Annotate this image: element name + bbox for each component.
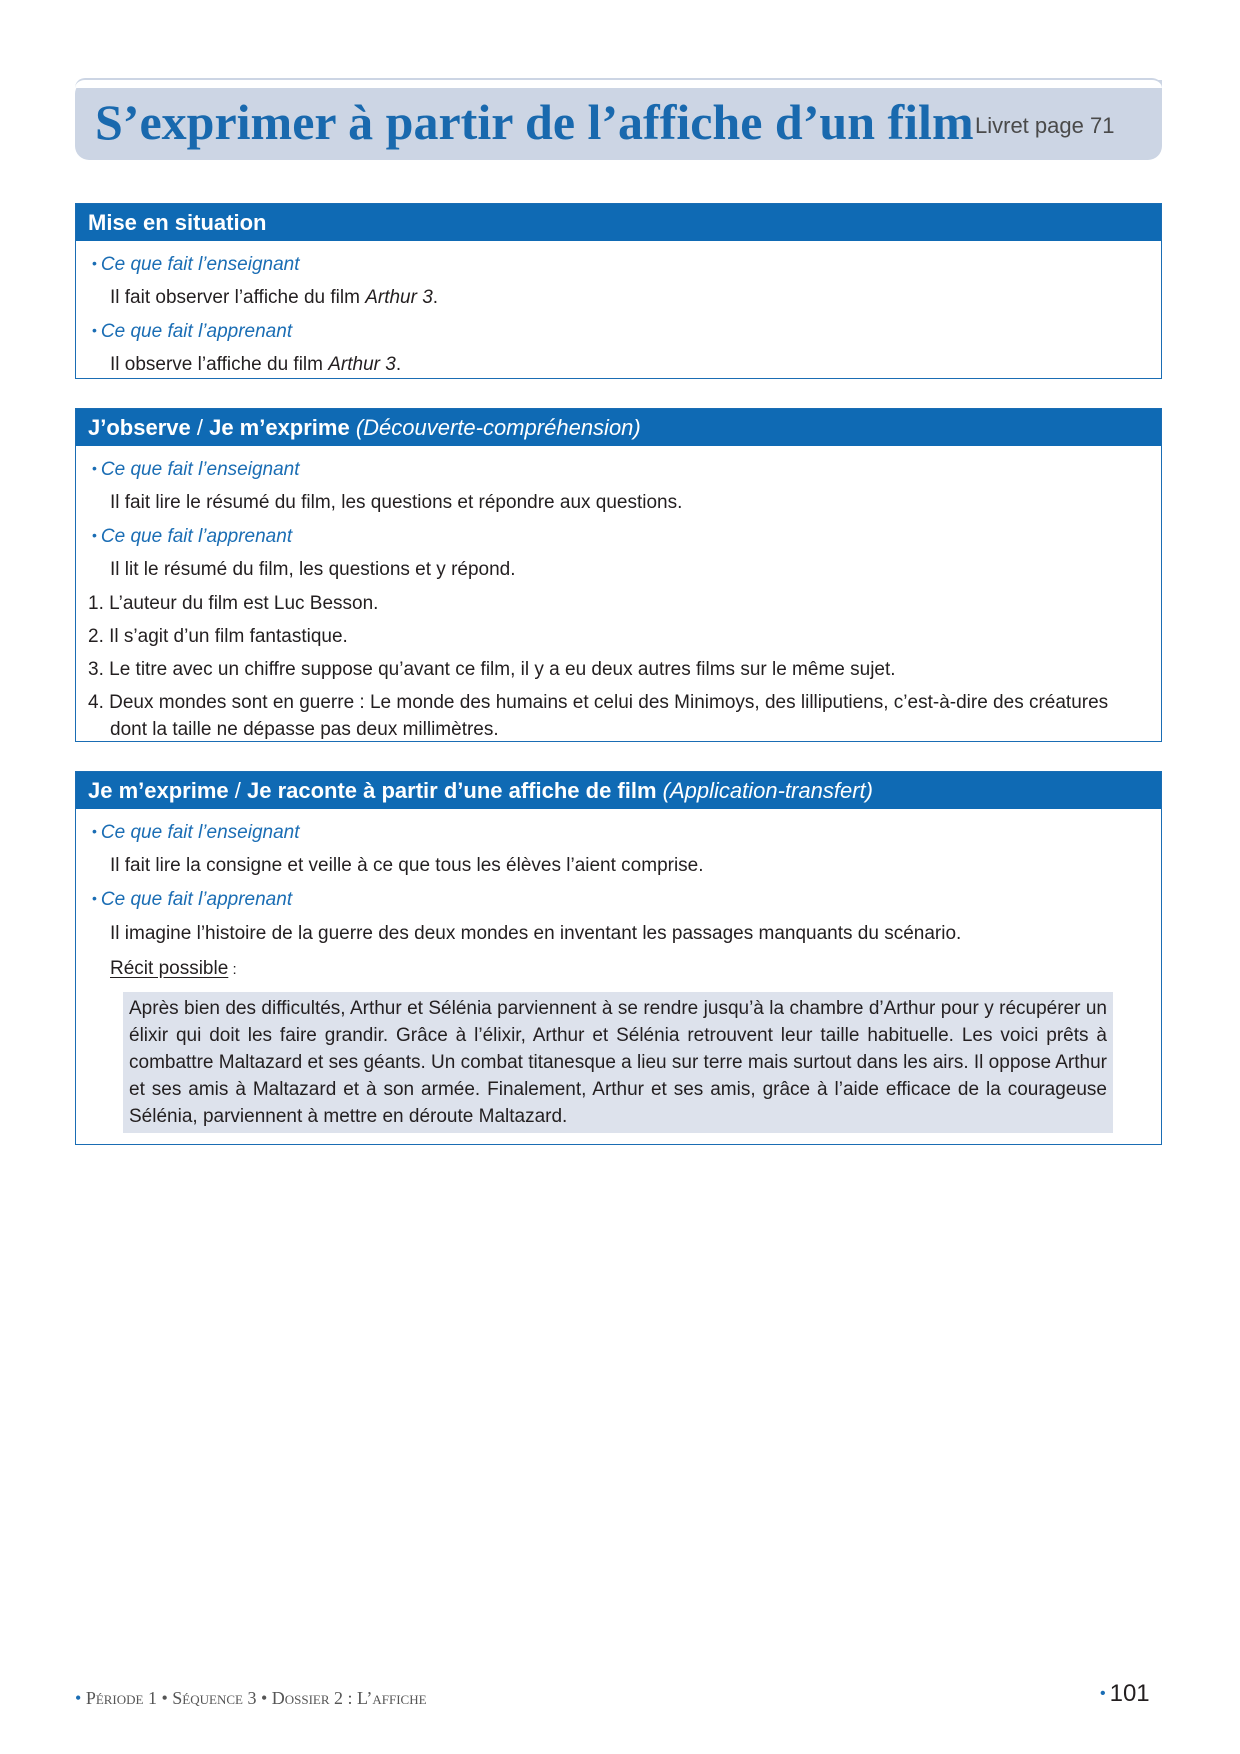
teacher-text: Il fait lire le résumé du film, les questions et répondre aux questions. — [110, 492, 683, 513]
bullet-icon: • — [92, 890, 97, 906]
page-title: S’exprimer à partir de l’affiche d’un film — [95, 94, 974, 150]
teacher-text: Il fait lire la consigne et veille à ce que tous les élèves l’aient comprise. — [110, 855, 704, 876]
footer-breadcrumb: • Période 1 • Séquence 3 • Dossier 2 : L’affiche — [75, 1688, 427, 1708]
teacher-bullet — [88, 452, 1149, 486]
learner-text: Il imagine l’histoire de la guerre des deux mondes en inventant les passages manquants du scénario. — [110, 923, 962, 944]
teacher-label: Ce que fait l’enseignant — [100, 822, 300, 843]
section-heading: Je m’exprime / Je raconte à partir d’une affiche de film (Application-transfert) — [76, 772, 1161, 809]
teacher-bullet — [88, 815, 1149, 849]
recit-box: Après bien des difficultés, Arthur et Sélénia parviennent à se rendre jusqu’à la chambre d’Arthur pour y récupérer un élixir qui doit les faire grandir. Grâce à l’élixir, Arthur et Sélénia retrouvent leur taille habituelle. Les voici prêts à combattre Maltazard et ses géants. Un combat titanesque a lieu sur terre mais surtout dans les airs. Il oppose Arthur et ses amis à Maltazard et à son armée. Finalement, Arthur et ses amis, grâce à l’aide efficace de la courageuse Sélénia, parviennent à mettre en déroute Maltazard. — [123, 992, 1113, 1133]
learner-bullet — [88, 519, 1149, 553]
answer-item: 2. Il s’agit d’un film fantastique. — [88, 626, 348, 647]
teacher-label: Ce que fait l’enseignant — [100, 254, 300, 275]
recit-label: Récit possible : — [110, 958, 237, 979]
learner-label: Ce que fait l’apprenant — [100, 889, 293, 910]
learner-text: Il observe l’affiche du film Arthur 3. — [110, 354, 402, 375]
answer-item: 3. Le titre avec un chiffre suppose qu’avant ce film, il y a eu deux autres films sur le même sujet. — [88, 659, 896, 680]
learner-bullet — [88, 882, 1149, 916]
answer-item: 1. L’auteur du film est Luc Besson. — [88, 593, 379, 614]
bullet-icon: • — [92, 255, 97, 271]
bullet-icon: • — [1100, 1685, 1106, 1702]
teacher-text: Il fait observer l’affiche du film Arthur 3. — [110, 287, 439, 308]
section-heading — [76, 204, 1161, 241]
bullet-icon: • — [92, 527, 97, 543]
bullet-icon: • — [75, 1688, 82, 1708]
teacher-bullet — [88, 247, 1149, 281]
answer-item: 4. Deux mondes sont en guerre : Le monde des humains et celui des Minimoys, des lilliputiens, c’est-à-dire des créatures dont la taille ne dépasse pas deux millimètres. — [88, 692, 1109, 740]
livret-page-reference: Livret page 71 — [975, 113, 1115, 138]
bullet-icon: • — [92, 322, 97, 338]
bullet-icon: • — [92, 823, 97, 839]
section-application-transfert — [75, 771, 1162, 1145]
film-title: Arthur 3 — [328, 354, 396, 375]
learner-label: Ce que fait l’apprenant — [100, 526, 293, 547]
section-decouverte-comprehension — [75, 408, 1162, 742]
section-heading-text: Mise en situation — [88, 210, 267, 235]
section-mise-en-situation — [75, 203, 1162, 379]
section-heading: J’observe / Je m’exprime (Découverte-compréhension) — [76, 409, 1161, 446]
learner-label: Ce que fait l’apprenant — [100, 321, 293, 342]
title-banner — [75, 80, 1162, 160]
film-title: Arthur 3 — [365, 287, 433, 308]
learner-text: Il lit le résumé du film, les questions et y répond. — [110, 559, 516, 580]
learner-bullet — [88, 314, 1149, 348]
page-number: • 101 — [1100, 1680, 1150, 1707]
teacher-label: Ce que fait l’enseignant — [100, 459, 300, 480]
bullet-icon: • — [92, 460, 97, 476]
